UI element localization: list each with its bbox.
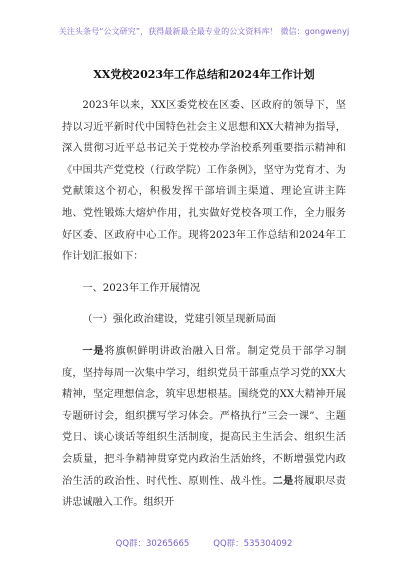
point-text-1: 将旗帜鲜明讲政治融入日常。制定党员干部学习制度，坚持每周一次集中学习，组织党员干部重点学习党的XX大精神，坚定理想信念，筑牢思想根基。围绕党的XX大精神开展专题研讨会，组织撰写学习体会。严格执行”三会一课”、主题党日、谈心谈话等组织生活制度，提高民主生活会、组织生活会质量，把斗争精神贯穿党内政治生活始终，不断增强党内政治生活的政治性、时代性、原则性、战斗性。 — [62, 345, 347, 487]
subsection-heading: （一）强化政治建设，党建引领呈现新局面 — [82, 314, 276, 326]
footer-contact — [0, 537, 408, 549]
intro-paragraph: 2023年以来，XX区委党校在区委、区政府的领导下，坚持以习近平新时代中国特色社会主义思想和XX大精神为指导，深入贯彻习近平总书记关于党校办学治校系列重要指示精神和《中国共产党党校（行政学院）工作条例》，坚守为党育才、为党献策这个初心，积极发挥干部培训主渠道、理论宣讲主阵地、党性锻炼大熔炉作用，扎实做好党校各项工作，全力服务好区委、区政府中心工作。现将2023年工作总结和2024年工作计划汇报如下： — [62, 100, 346, 263]
watermark-banner: 关注头条号“公文研究”，获得最新最全最专业的公文资料库！ 微信：gongwenyj — [58, 27, 350, 36]
point-lead-2: 二是 — [272, 474, 294, 487]
point-text-2: 将履职尽责讲忠诚融入工作。组织开 — [62, 475, 346, 509]
document-title: XX党校2023年工作总结和2024年工作计划 — [93, 68, 315, 81]
qq-group-1: QQ群：30265665 — [115, 539, 190, 549]
document-body — [62, 95, 346, 514]
qq-group-2: QQ群：535304092 — [213, 539, 293, 549]
body-paragraph — [62, 341, 346, 514]
point-lead-1: 一是 — [82, 344, 105, 357]
section-heading: 一、2023年工作开展情况 — [82, 282, 201, 294]
